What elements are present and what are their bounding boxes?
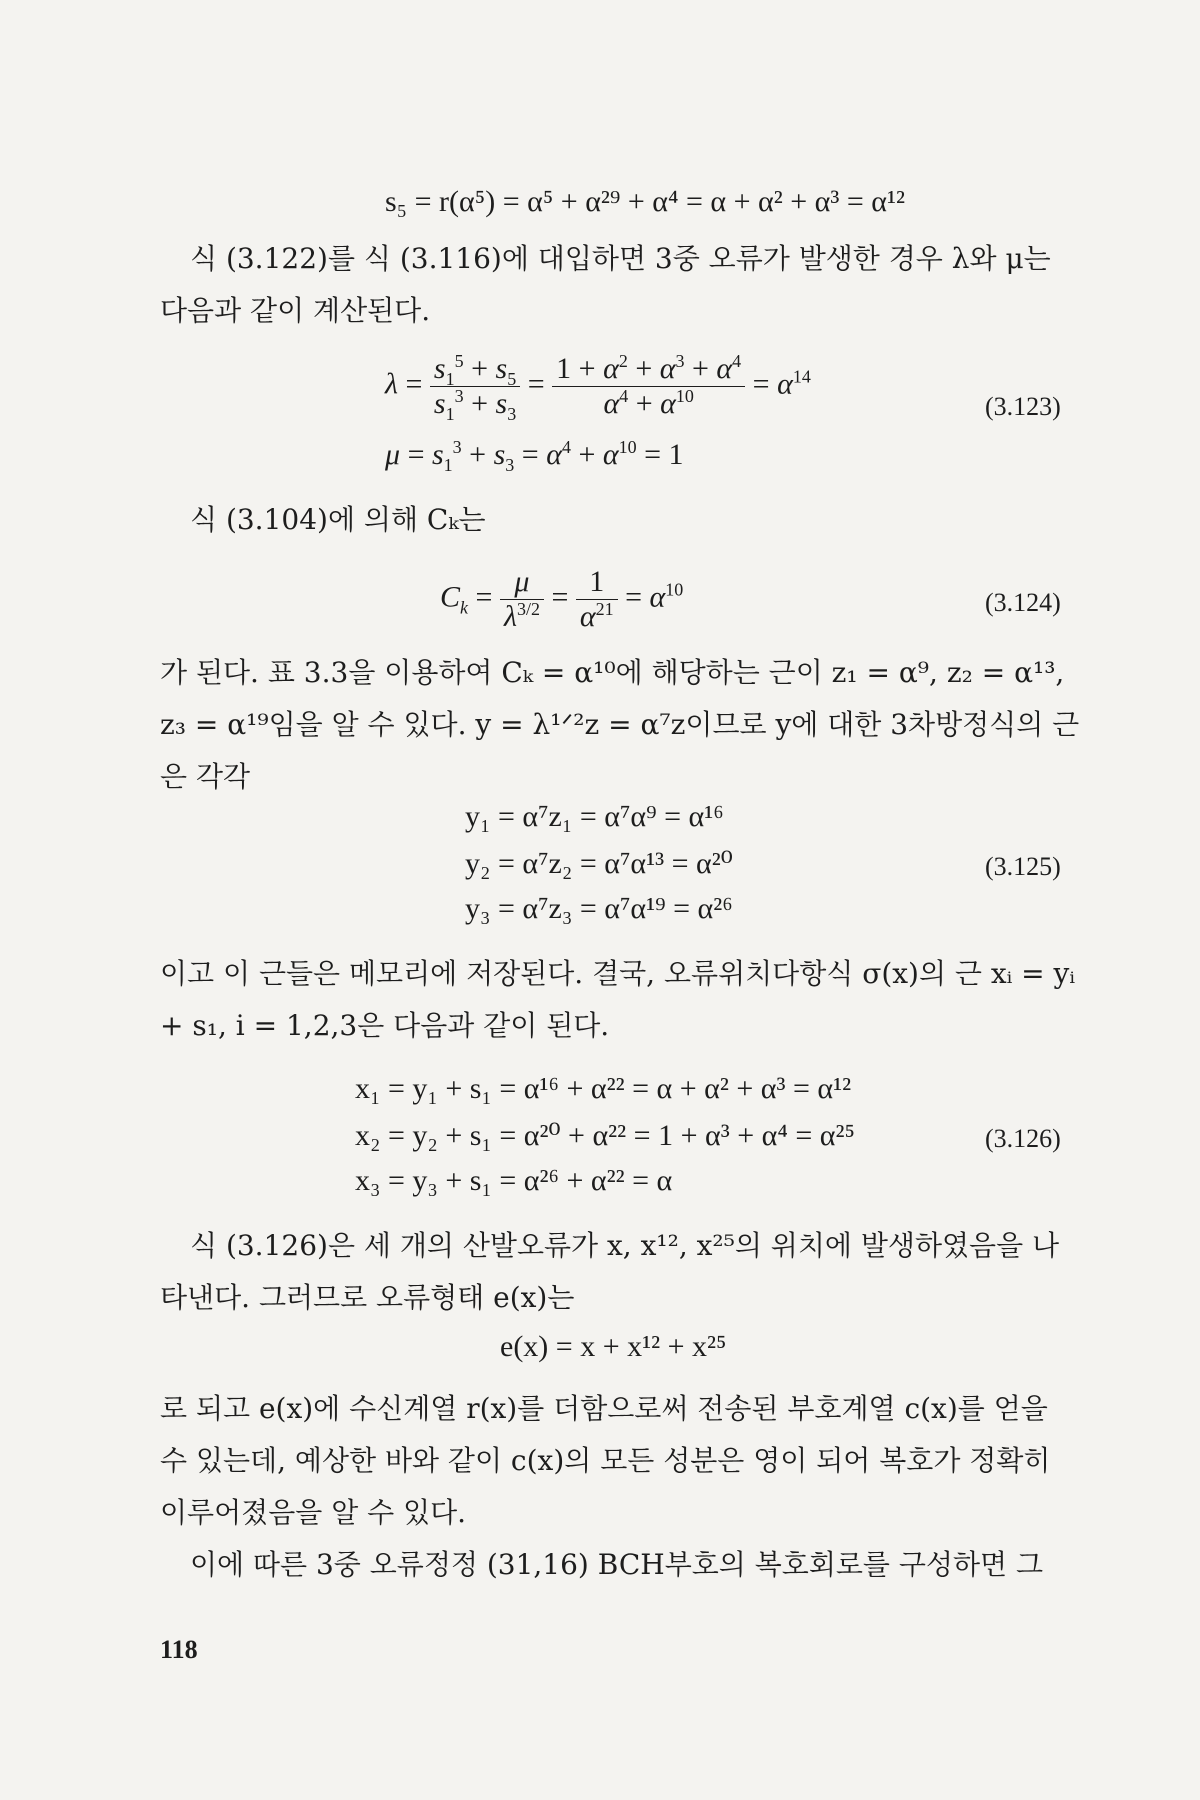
equation-error-pattern: e(x) = x + x¹² + x²⁵ (500, 1330, 727, 1363)
paragraph-6: 로 되고 e(x)에 수신계열 r(x)를 더함으로써 전송된 부호계열 c(x)를 얻을 수 있는데, 예상한 바와 같이 c(x)의 모든 성분은 영이 되어 복호가 정확히 이루어졌음을 알 수 있다. (160, 1392, 1051, 1529)
equation-x2: x₂ = y₂ + s₁ = α²⁰ + α²² = 1 + α³ + α⁴ = α²⁵ (355, 1119, 855, 1152)
paragraph-5: 식 (3.126)은 세 개의 산발오류가 x, x¹², x²⁵의 위치에 발생하였음을 나타낸다. 그러므로 오류형태 e(x)는 (160, 1229, 1060, 1314)
equation-y2: y₂ = α⁷z₂ = α⁷α¹³ = α²⁰ (465, 847, 733, 880)
equation-y3: y₃ = α⁷z₃ = α⁷α¹⁹ = α²⁶ (465, 892, 733, 925)
equation-s5: s₅ = r(α⁵) = α⁵ + α²⁹ + α⁴ = α + α² + α³ = α¹² (385, 185, 906, 218)
equation-number-3-124: (3.124) (985, 588, 1061, 617)
equation-number-3-125: (3.125) (985, 852, 1061, 881)
paragraph-1: 식 (3.122)를 식 (3.116)에 대입하면 3중 오류가 발생한 경우 λ와 μ는 다음과 같이 계산된다. (160, 242, 1051, 327)
paragraph-3: 가 된다. 표 3.3을 이용하여 Cₖ = α¹⁰에 해당하는 근이 z₁ = α⁹, z₂ = α¹³, z₃ = α¹⁹임을 알 수 있다. y = λ¹ᐟ²z = α⁷z이므로 y에 대한 3차방정식의 근은 각각 (160, 656, 1080, 793)
equation-ck: $C_k$ = $\frac{\mu}{\lambda^{3/2}}$ = $\frac{1}{\alpha^{21}}$ = $\alpha^{10}$ (440, 565, 684, 633)
paragraph-2: 식 (3.104)에 의해 Cₖ는 (190, 503, 486, 536)
fraction-alpha: $\frac{1 + \alpha^2 + \alpha^3 + \alpha^4}{\alpha^4 + \alpha^{10}}$ (552, 352, 745, 421)
equation-number-3-123: (3.123) (985, 392, 1061, 421)
equation-y1: y₁ = α⁷z₁ = α⁷α⁹ = α¹⁶ (465, 800, 724, 833)
paragraph-7: 이에 따른 3중 오류정정 (31,16) BCH부호의 복호회로를 구성하면 그 (190, 1548, 1044, 1581)
equation-x1: x₁ = y₁ + s₁ = α¹⁶ + α²² = α + α² + α³ = α¹² (355, 1072, 852, 1105)
equation-x3: x₃ = y₃ + s₁ = α²⁶ + α²² = α (355, 1164, 673, 1197)
equation-lambda: λ = $\frac{s_1^5 + s_5}{s_1^3 + s_3}$ = $\frac{1 + \alpha^2 + \alpha^3 + \alpha^4}{\alpha^4 + \alpha^{10}}$ = $\alpha^{14}$ (385, 351, 811, 424)
equation-number-3-126: (3.126) (985, 1124, 1061, 1153)
page-number: 118 (160, 1635, 198, 1664)
equation-mu: $\mu = s_1^3 + s_3 = \alpha^4 + \alpha^{10} = 1$ (385, 437, 684, 475)
paragraph-4: 이고 이 근들은 메모리에 저장된다. 결국, 오류위치다항식 σ(x)의 근 xᵢ = yᵢ + s₁, i = 1,2,3은 다음과 같이 된다. (160, 957, 1075, 1042)
fraction-syndromes: $\frac{s_1^5 + s_5}{s_1^3 + s_3}$ (430, 352, 520, 421)
